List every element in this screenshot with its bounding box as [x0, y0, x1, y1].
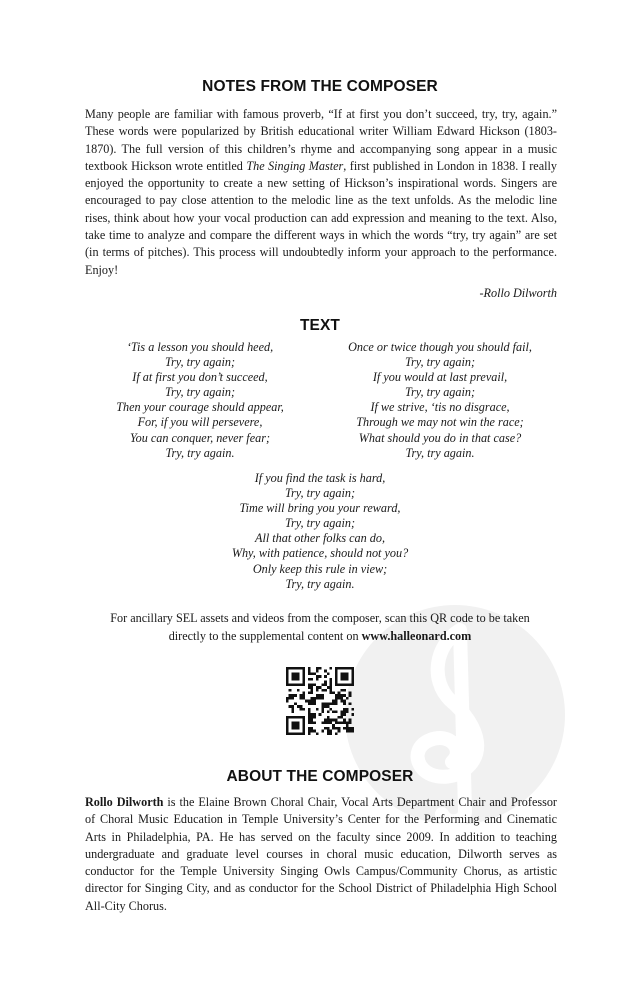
poem-line: If at first you don’t succeed,: [132, 370, 268, 385]
about-text: is the Elaine Brown Choral Chair, Vocal Arts Department Chair and Professor of Choral Music Education in Temple University’s Center for the Performing and Cinematic Arts in Philadelphia, PA. He has served on the faculty since 2009. In addition to teaching undergraduate and graduate level courses in choral music education, Dilworth serves as conductor for the Temple University Singing Owls Campus/Community Chorus, as artistic director for Singing City, and as conductor for the School District of Philadelphia High School All-City Chorus.: [85, 795, 557, 913]
notes-paragraph: [85, 106, 557, 279]
ancillary-line-2-text: directly to the supplemental content on: [168, 628, 362, 643]
poem-line: All that other folks can do,: [255, 531, 385, 546]
poem-line: Try, try again;: [284, 516, 356, 531]
poem-line: If you would at last prevail,: [372, 370, 508, 385]
poem-line: Time will bring you your reward,: [239, 501, 401, 516]
halleonard-link[interactable]: www.halleonard.com: [361, 628, 472, 643]
composer-name: Rollo Dilworth: [85, 795, 164, 809]
ancillary-note: [70, 610, 570, 645]
poem-line: Try, try again.: [405, 445, 475, 460]
poem-line: ‘Tis a lesson you should heed,: [126, 340, 274, 354]
about-heading: ABOUT THE COMPOSER: [226, 768, 414, 785]
poem-stanza-2: [320, 340, 560, 461]
notes-text-part2: , first published in London in 1838. I really enjoyed the opportunity to create a new setting of Hickson’s inspirational words. Singers are encouraged to pay close attention to the melodic line as the text unfolds. As the melodic line rises, think about how your vocal production can add expression and meaning to the text. Also, take time to analyze and compare the different ways in which the words “try, try again” are set (in terms of pitches). This process will undoubtedly inform your approach to the performance. Enjoy!: [85, 158, 557, 277]
composer-signature: -Rollo Dilworth: [479, 286, 557, 300]
ancillary-line-2: [70, 628, 570, 646]
poem-line: For, if you will persevere,: [137, 415, 263, 430]
poem-line: Try, try again;: [284, 486, 356, 501]
poem-stanza-1: [80, 340, 320, 461]
poem-line: Try, try again;: [404, 385, 476, 400]
poem-line: Why, with patience, should not you?: [231, 546, 409, 561]
about-paragraph: [85, 794, 557, 915]
poem-stanza-3: [200, 471, 440, 592]
poem-line: You can conquer, never fear;: [129, 430, 271, 445]
poem-line: Try, try again;: [164, 385, 236, 400]
poem-line: Only keep this rule in view;: [252, 561, 388, 576]
poem-line: Through we may not win the race;: [356, 415, 524, 430]
book-title: The Singing Master: [246, 158, 344, 173]
poem-line: Try, try again.: [285, 576, 355, 591]
notes-text-part1: Many people are familiar with famous proverb, “If at first you don’t succeed, try, try, again.” These words were popularized by British educational writer William Edward Hickson (1803-1870). The full version of this children’s rhyme and accompanying song appear in a music textbook Hickson wrote entitled: [85, 107, 557, 173]
poem-line: Try, try again.: [165, 445, 235, 460]
ancillary-line-1: For ancillary SEL assets and videos from the composer, scan this QR code to be taken: [110, 611, 530, 625]
poem-line: Try, try again;: [164, 355, 236, 370]
poem-line: What should you do in that case?: [358, 430, 522, 445]
poem-line: Once or twice though you should fail,: [348, 340, 532, 354]
qr-code-icon[interactable]: [286, 667, 354, 735]
notes-heading: NOTES FROM THE COMPOSER: [202, 78, 438, 95]
poem-line: Then your courage should appear,: [116, 400, 284, 415]
poem-line: If we strive, ‘tis no disgrace,: [370, 400, 510, 415]
poem-line: If you find the task is hard,: [254, 471, 386, 485]
text-heading: TEXT: [299, 317, 340, 334]
poem-line: Try, try again;: [404, 355, 476, 370]
